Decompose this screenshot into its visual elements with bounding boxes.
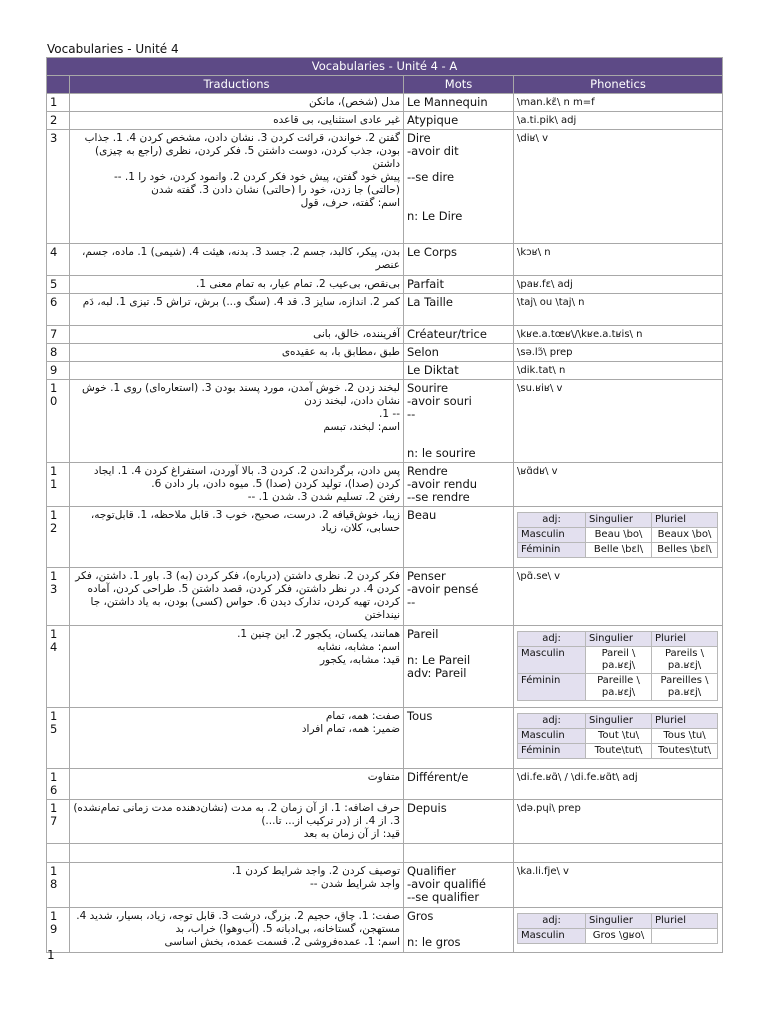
word-cell-text: Créateur/trice	[407, 327, 487, 341]
word-cell-text: Atypique	[407, 113, 459, 127]
translation-cell-text: توصیف کردن 2. واجد شرایط کردن 1. واجد شرایط شدن --	[231, 865, 400, 890]
inflection-header: Singulier	[586, 632, 652, 647]
inflection-header: Singulier	[586, 714, 652, 729]
table-body	[47, 94, 723, 953]
row-number-text: 5	[50, 277, 58, 291]
table-row	[47, 380, 723, 463]
translation-cell	[70, 844, 404, 863]
inflection-header: Pluriel	[652, 513, 718, 528]
inflection-header: Pluriel	[652, 914, 718, 929]
inflection-form: Pareil \ pa.ʁɛj\	[586, 647, 652, 674]
word-cell-text: Dire -avoir dit --se dire n: Le Dire	[407, 131, 463, 223]
row-number-text: 1 4	[50, 627, 58, 654]
translation-cell-text: مدل (شخص)، مانکن	[309, 96, 400, 108]
row-number	[47, 863, 70, 908]
translation-cell	[70, 708, 404, 769]
translation-cell	[70, 344, 404, 362]
row-number-text: 1	[50, 95, 58, 109]
row-number-text: 7	[50, 327, 58, 341]
translation-cell-text: غیر عادی استثنایی، بی قاعده	[273, 114, 400, 126]
inflection-header: Pluriel	[652, 632, 718, 647]
word-cell-text: Qualifier -avoir qualifié --se qualifier	[407, 864, 486, 904]
translation-cell-text: فکر کردن 2. نظری داشتن (درباره)، فکر کردن (به) 3. باور 1. داشتن، فکر کردن 4. در نظر داشتن، فکر کردن، قصد داشتن 5. طراحی کردن، آماده کردن، تهیه کردن، تدارک دیدن 6. حواس (کسی) بودن، به یاد داشتن، جا نینداختن	[75, 570, 400, 621]
translation-cell	[70, 568, 404, 626]
inflection-header: adj:	[518, 513, 586, 528]
row-number	[47, 344, 70, 362]
inflection-header: adj:	[518, 714, 586, 729]
word-cell	[404, 344, 514, 362]
inflection-form: Pareille \ pa.ʁɛj\	[586, 674, 652, 701]
word-cell-text: Différent/e	[407, 770, 469, 784]
phonetics-cell	[514, 94, 723, 112]
phonetics-cell-text: \man.kɛ̃\ n m=f	[517, 97, 595, 108]
table-row	[47, 708, 723, 769]
phonetics-cell-text: \sə.lɔ̃\ prep	[517, 347, 573, 358]
word-cell	[404, 463, 514, 507]
phonetics-cell	[514, 908, 723, 953]
translation-cell-text: لبخند زدن 2. خوش آمدن، مورد پسند بودن 3. (استعاره‌ای) روی 1. خوش نشان دادن، لبخند زدن -- 1. اسم: لبخند، تبسم	[82, 382, 400, 433]
word-cell	[404, 708, 514, 769]
phonetics-cell-text: \paʁ.fɛ\ adj	[517, 279, 573, 290]
inflection-form: Gros \ɡʁo\	[586, 929, 652, 944]
word-cell-text: Le Mannequin	[407, 95, 488, 109]
table-row	[47, 863, 723, 908]
phonetics-cell	[514, 568, 723, 626]
table-row	[47, 326, 723, 344]
phonetics-cell-text: \pɑ̃.se\ v	[517, 571, 561, 582]
row-number-text: 3	[50, 131, 58, 145]
word-cell-text: Penser -avoir pensé --	[407, 569, 479, 609]
phonetics-cell	[514, 844, 723, 863]
word-cell	[404, 112, 514, 130]
vocabulary-table	[46, 57, 723, 953]
inflection-gender: Féminin	[518, 744, 586, 759]
word-cell	[404, 769, 514, 800]
document-title: Vocabularies - Unité 4	[47, 42, 179, 56]
word-cell-text: Depuis	[407, 801, 447, 815]
row-number-text: 2	[50, 113, 58, 127]
row-number-text: 1 1	[50, 464, 58, 491]
word-cell	[404, 362, 514, 380]
table-row	[47, 244, 723, 276]
inflection-form: Tous \tu\	[652, 729, 718, 744]
inflection-header: Singulier	[586, 914, 652, 929]
inflection-gender: Masculin	[518, 729, 586, 744]
row-number-text: 6	[50, 295, 58, 309]
translation-cell-text: صفت: همه، تمام ضمیر: همه، تمام افراد	[301, 710, 400, 735]
word-cell	[404, 130, 514, 244]
phonetics-cell	[514, 276, 723, 294]
phonetics-cell-text: \ka.li.fje\ v	[517, 866, 569, 877]
phonetics-cell	[514, 294, 723, 326]
word-cell	[404, 244, 514, 276]
row-number	[47, 626, 70, 708]
word-cell-text: Beau	[407, 508, 437, 522]
word-cell-text: La Taille	[407, 295, 453, 309]
inflection-form	[652, 929, 718, 944]
row-number-text: 9	[50, 363, 58, 377]
phonetics-cell	[514, 626, 723, 708]
translation-cell	[70, 112, 404, 130]
phonetics-cell	[514, 344, 723, 362]
table-row	[47, 130, 723, 244]
inflection-gender: Masculin	[518, 528, 586, 543]
translation-cell	[70, 244, 404, 276]
row-number-text: 1 0	[50, 381, 58, 408]
translation-cell	[70, 94, 404, 112]
table-row	[47, 844, 723, 863]
translation-cell	[70, 800, 404, 844]
phonetics-cell-text: \də.pɥi\ prep	[517, 803, 581, 814]
row-number-text: 1 5	[50, 709, 58, 736]
phonetics-cell	[514, 800, 723, 844]
inflection-form: Tout \tu\	[586, 729, 652, 744]
word-cell-text: Le Diktat	[407, 363, 459, 377]
row-number	[47, 276, 70, 294]
word-cell	[404, 568, 514, 626]
table-row	[47, 568, 723, 626]
word-cell	[404, 326, 514, 344]
table-row	[47, 800, 723, 844]
translation-cell	[70, 507, 404, 568]
inflection-gender: Masculin	[518, 929, 586, 944]
translation-cell-text: متفاوت	[367, 771, 400, 783]
header-phonetics: Phonetics	[514, 76, 723, 94]
translation-cell	[70, 626, 404, 708]
translation-cell	[70, 276, 404, 294]
translation-cell-text: آفریننده، خالق، بانی	[313, 328, 400, 340]
inflection-gender: Féminin	[518, 674, 586, 701]
table-row	[47, 626, 723, 708]
row-number-text: 1 6	[50, 770, 58, 797]
inflection-header: adj:	[518, 914, 586, 929]
translation-cell-text: گفتن 2. خواندن، قرائت کردن 3. نشان دادن، مشخص کردن 4. 1. جذاب بودن، جذب کردن، دوست داشتن 5. فکر کردن، نظری (راجع به چیزی) داشتن پیش خود گفتن، پیش خود فکر کردن 2. وانمود کردن، خود را 1. -- (حالتی) جا زدن، خود را (حالتی) نشان دادن 3. گفته شدن اسم: گفته، حرف، قول	[84, 132, 400, 209]
table-row	[47, 362, 723, 380]
phonetics-cell	[514, 863, 723, 908]
phonetics-cell-text: \kɔʁ\ n	[517, 247, 551, 258]
inflection-form: Beau \bo\	[586, 528, 652, 543]
row-number	[47, 800, 70, 844]
row-number	[47, 112, 70, 130]
phonetics-cell-text: \di.fe.ʁɑ̃\ / \di.fe.ʁɑ̃t\ adj	[517, 772, 638, 783]
inflection-table	[517, 631, 718, 701]
word-cell	[404, 94, 514, 112]
translation-cell-text: زیبا، خوش‌قیافه 2. درست، صحیح، خوب 3. قابل ملاحظه، 1. قابل‌توجه، حسابی، کلان، زیاد	[90, 509, 400, 534]
row-number-text: 8	[50, 345, 58, 359]
translation-cell-text: بدن، پیکر، کالبد، جسم 2. جسد 3. بدنه، هیئت 4. (شیمی) 1. ماده، جسم، عنصر	[82, 246, 400, 271]
word-cell	[404, 294, 514, 326]
table-row	[47, 344, 723, 362]
page-number: 1	[47, 948, 55, 962]
word-cell-text: Rendre -avoir rendu --se rendre	[407, 464, 478, 504]
translation-cell	[70, 380, 404, 463]
row-number	[47, 908, 70, 953]
word-cell	[404, 380, 514, 463]
inflection-form: Pareilles \ pa.ʁɛj\	[652, 674, 718, 701]
phonetics-cell-text: \ʁɑ̃dʁ\ v	[517, 466, 558, 477]
phonetics-cell	[514, 244, 723, 276]
translation-cell-text: طبق ،مطابق با، به عقیده‌ی	[281, 346, 400, 358]
inflection-table	[517, 913, 718, 944]
inflection-header: Pluriel	[652, 714, 718, 729]
translation-cell	[70, 362, 404, 380]
row-number	[47, 708, 70, 769]
inflection-form: Pareils \ pa.ʁɛj\	[652, 647, 718, 674]
inflection-gender: Masculin	[518, 647, 586, 674]
table-title: Vocabularies - Unité 4 - A	[47, 58, 723, 76]
table-row	[47, 507, 723, 568]
row-number-text: 1 9	[50, 909, 58, 936]
row-number-text: 1 8	[50, 864, 58, 891]
word-cell-text: Sourire -avoir souri -- n: le sourire	[407, 381, 476, 460]
header-traductions: Traductions	[70, 76, 404, 94]
phonetics-cell	[514, 362, 723, 380]
word-cell-text: Parfait	[407, 277, 444, 291]
translation-cell-text: حرف اضافه: 1. از آن زمان 2. به مدت (نشان‌دهنده مدت زمانی تمام‌نشده) 3. از 4. از (در ترکیب از... تا...) قید: از آن زمان به بعد	[73, 802, 400, 840]
row-number	[47, 244, 70, 276]
phonetics-cell-text: \kʁe.a.tœʁ\/\kʁe.a.tʁis\ n	[517, 329, 643, 340]
phonetics-cell	[514, 112, 723, 130]
word-cell	[404, 507, 514, 568]
phonetics-cell-text: \diʁ\ v	[517, 133, 548, 144]
word-cell-text: Pareil n: Le Pareil adv: Pareil	[407, 627, 471, 680]
table-row	[47, 276, 723, 294]
table-row	[47, 463, 723, 507]
word-cell-text: Selon	[407, 345, 439, 359]
header-number	[47, 76, 70, 94]
inflection-form: Belles \bɛl\	[652, 543, 718, 558]
header-mots: Mots	[404, 76, 514, 94]
translation-cell	[70, 463, 404, 507]
row-number	[47, 844, 70, 863]
table-row	[47, 908, 723, 953]
row-number	[47, 362, 70, 380]
inflection-table	[517, 713, 718, 759]
word-cell-text: Tous	[407, 709, 433, 723]
phonetics-cell	[514, 708, 723, 769]
phonetics-cell-text: \su.ʁiʁ\ v	[517, 383, 563, 394]
row-number	[47, 769, 70, 800]
inflection-form: Toute\tut\	[586, 744, 652, 759]
phonetics-cell-text: \a.ti.pik\ adj	[517, 115, 577, 126]
inflection-form: Beaux \bo\	[652, 528, 718, 543]
row-number-text: 1 7	[50, 801, 58, 828]
translation-cell-text: کمر 2. اندازه، سایز 3. قد 4. (سنگ و...) برش، تراش 5. تیزی 1. لبه، دَم	[82, 296, 400, 308]
row-number	[47, 94, 70, 112]
inflection-form: Belle \bɛl\	[586, 543, 652, 558]
translation-cell	[70, 769, 404, 800]
word-cell	[404, 626, 514, 708]
inflection-form: Toutes\tut\	[652, 744, 718, 759]
phonetics-cell	[514, 380, 723, 463]
table-row	[47, 112, 723, 130]
phonetics-cell-text: \dik.tat\ n	[517, 365, 566, 376]
table-row	[47, 769, 723, 800]
word-cell	[404, 276, 514, 294]
word-cell	[404, 863, 514, 908]
row-number	[47, 463, 70, 507]
row-number-text: 4	[50, 245, 58, 259]
table-row	[47, 94, 723, 112]
row-number-text: 1 3	[50, 569, 58, 596]
row-number	[47, 294, 70, 326]
translation-cell	[70, 908, 404, 953]
phonetics-cell	[514, 130, 723, 244]
translation-cell-text: بی‌نقص، بی‌عیب 2. تمام عیار، به تمام معنی 1.	[196, 278, 400, 290]
row-number	[47, 568, 70, 626]
inflection-table	[517, 512, 718, 558]
word-cell-text: Gros n: le gros	[407, 909, 461, 949]
row-number	[47, 507, 70, 568]
translation-cell-text: صفت: 1. چاق، حجیم 2. بزرگ، درشت 3. قابل توجه، زیاد، بسیار، شدید 4. مستهجن، گستاخانه، بی‌ادبانه 5. (آب‌وهوا) خراب، بد اسم: 1. عمده‌فروشی 2. قسمت عمده، بخش اساسی	[76, 910, 400, 948]
row-number	[47, 326, 70, 344]
word-cell	[404, 908, 514, 953]
word-cell-text: Le Corps	[407, 245, 458, 259]
word-cell	[404, 800, 514, 844]
phonetics-cell	[514, 326, 723, 344]
translation-cell	[70, 294, 404, 326]
translation-cell-text: پس دادن، برگرداندن 2. کردن 3. بالا آوردن، استفراغ کردن 4. 1. ایجاد کردن (صدا)، تولید کردن (صدا) 5. میوه دادن، بار دادن 6. رفتن 2. تسلیم شدن 3. شدن 1. --	[93, 465, 400, 503]
translation-cell	[70, 326, 404, 344]
phonetics-cell	[514, 769, 723, 800]
row-number-text: 1 2	[50, 508, 58, 535]
word-cell	[404, 844, 514, 863]
translation-cell	[70, 130, 404, 244]
table-row	[47, 294, 723, 326]
inflection-header: Singulier	[586, 513, 652, 528]
row-number	[47, 380, 70, 463]
phonetics-cell-text: \taj\ ou \taj\ n	[517, 297, 585, 308]
inflection-gender: Féminin	[518, 543, 586, 558]
phonetics-cell	[514, 507, 723, 568]
translation-cell-text: همانند، یکسان، یکجور 2. این چنین 1. اسم: مشابه، نشابه قید: مشابه، یکجور	[237, 628, 400, 666]
inflection-header: adj:	[518, 632, 586, 647]
row-number	[47, 130, 70, 244]
phonetics-cell	[514, 463, 723, 507]
translation-cell	[70, 863, 404, 908]
